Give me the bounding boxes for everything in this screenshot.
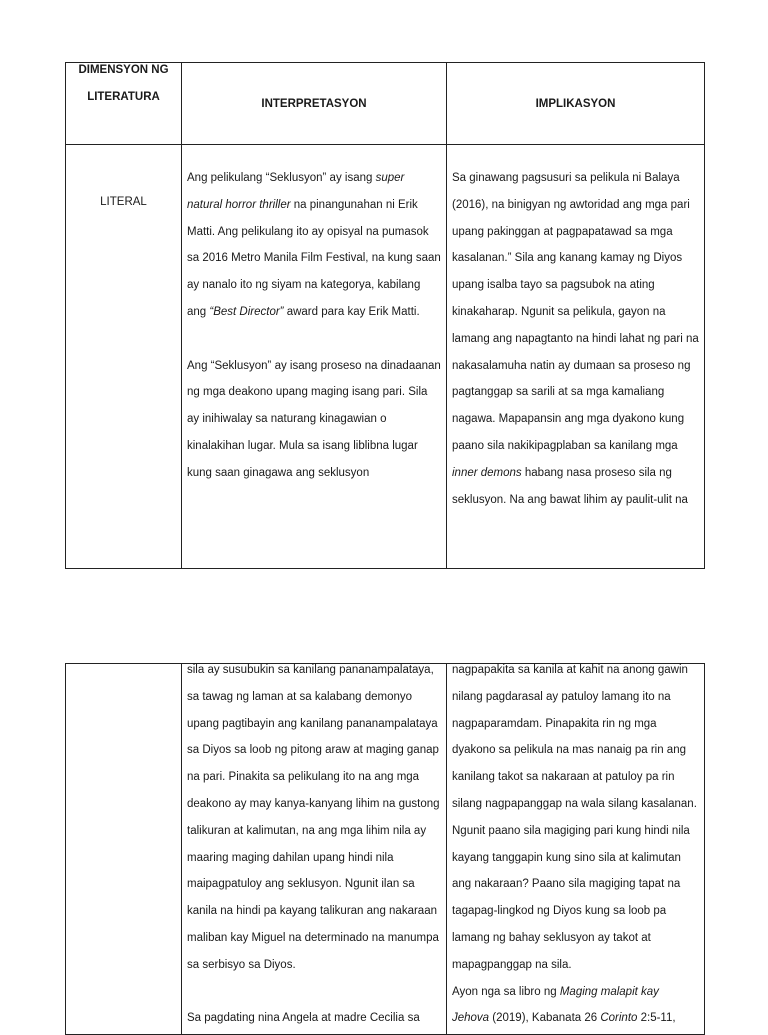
header-implikasyon: IMPLIKASYON xyxy=(447,63,705,145)
text-segment: award para kay Erik Matti. xyxy=(283,305,420,318)
text-segment: Ang pelikulang “Seklusyon” ay isang xyxy=(187,172,376,184)
text-segment: Sa ginawang pagsusuri sa pelikula ni Balaya (2016), na binigyan ng awtoridad ang mga pari upang pakinggan at pagpapatawad sa mga kasalanan.” Sila ang kanang kamay ng Diyos upang isalba tayo sa pagsubok na ating kinakaharap. Ngunit sa pelikula, gayon na lamang ang napagtanto na hindi lahat ng pari na nakasalamuha natin ay dumaan sa proseso ng pagtanggap sa sarili at sa mga kamaliang nagawa. Mapapansin ang mga dyakono kung paano sila nakikipagplaban sa kanilang mga xyxy=(452,172,699,452)
implikasyon-paragraph-3 xyxy=(447,979,704,1033)
text-italic: inner demons xyxy=(452,466,522,479)
text-segment: 2:5-11, xyxy=(637,1012,676,1025)
implikasyon-paragraph-1 xyxy=(447,145,704,513)
implikasyon-cell-continued xyxy=(447,664,705,1035)
literal-row xyxy=(66,145,705,569)
interpretasyon-cell-continued xyxy=(182,664,447,1035)
text-segment: na pinangunahan ni Erik Matti. Ang pelikulang ito ay opisyal na pumasok sa 2016 Metro Manila Film Festival, na kung saan ay nanalo ito ng siyam na kategorya, kabilang ang xyxy=(187,198,441,318)
analysis-table-page-2 xyxy=(65,663,705,1035)
text-italic: super natural horror thriller xyxy=(187,172,405,211)
text-italic: Maging malapit kay Jehova xyxy=(452,985,659,1025)
text-segment: (2019), Kabanata 26 xyxy=(489,1012,601,1025)
interpretasyon-paragraph-3 xyxy=(182,657,446,979)
text-segment: habang nasa proseso sila ng seklusyon. Na ang bawat lihim ay paulit-ulit na xyxy=(452,466,688,506)
text-segment: Ayon nga sa libro ng xyxy=(452,985,560,998)
interpretasyon-paragraph-4 xyxy=(182,1005,446,1032)
text-italic: “Best Director” xyxy=(209,305,284,318)
analysis-table-page-1 xyxy=(65,62,705,569)
interpretasyon-paragraph-2 xyxy=(182,353,446,487)
text-segment: nagpapakita sa kanila at kahit na anong gawin nilang pagdarasal ay patuloy lamang ito na nagpaparamdam. Pinapakita rin ng mga dyakono sa pelikula na mas nanaig pa rin ang kanilang takot sa nakaraan at patuloy pa rin silang nagpapanggap na wala silang kasalanan. Ngunit paano sila magiging pari kung hindi nila kayang tanggapin kung sino sila at kalimutan ang nakaraan? Paano sila magiging tapat na tagapag-lingkod ng Diyos kung sa loob pa lamang ng bahay seklusyon ay takot at mapagpanggap na sila. xyxy=(452,664,697,971)
text-segment: Ang “Seklusyon” ay isang proseso na dinadaanan ng mga deakono upang maging isang pari. Sila ay inihiwalay sa naturang kinagawian o kinalakihan lugar. Mula sa isang liblibna lugar kung saan ginagawa ang seklusyon xyxy=(187,359,441,479)
text-segment: Sa pagdating nina Angela at madre Cecilia sa xyxy=(187,1012,420,1025)
row-label-literal: LITERAL xyxy=(66,145,182,569)
header-dimensyon xyxy=(66,63,182,145)
header-interpretasyon: INTERPRETASYON xyxy=(182,63,447,145)
implikasyon-cell xyxy=(447,145,705,569)
text-italic: Corinto xyxy=(600,1012,638,1025)
row-label-empty xyxy=(66,664,182,1035)
header-dimensyon-line2: LITERATURA xyxy=(87,91,160,103)
interpretasyon-cell xyxy=(182,145,447,569)
header-row xyxy=(66,63,705,145)
header-dimensyon-line1: DIMENSYON NG xyxy=(78,64,169,76)
text-segment: sila ay susubukin sa kanilang pananampalataya, sa tawag ng laman at sa kalabang demonyo upang pagtibayin ang kanilang pananampalataya sa Diyos sa loob ng pitong araw at maging ganap na pari. Pinakita sa pelikulang ito na ang mga deakono ay may kanya-kanyang lihim na gustong talikuran at kalimutan, na ang mga lihim nila ay maaring maging dahilan upang hindi nila maipagpatuloy ang seklusyon. Ngunit ilan sa kanila na hindi pa kayang talikuran ang nakaraan maliban kay Miguel na determinado na manumpa sa serbisyo sa Diyos. xyxy=(187,664,440,971)
implikasyon-paragraph-2 xyxy=(447,657,704,979)
interpretasyon-paragraph-1 xyxy=(182,145,446,326)
continued-row xyxy=(66,664,705,1035)
